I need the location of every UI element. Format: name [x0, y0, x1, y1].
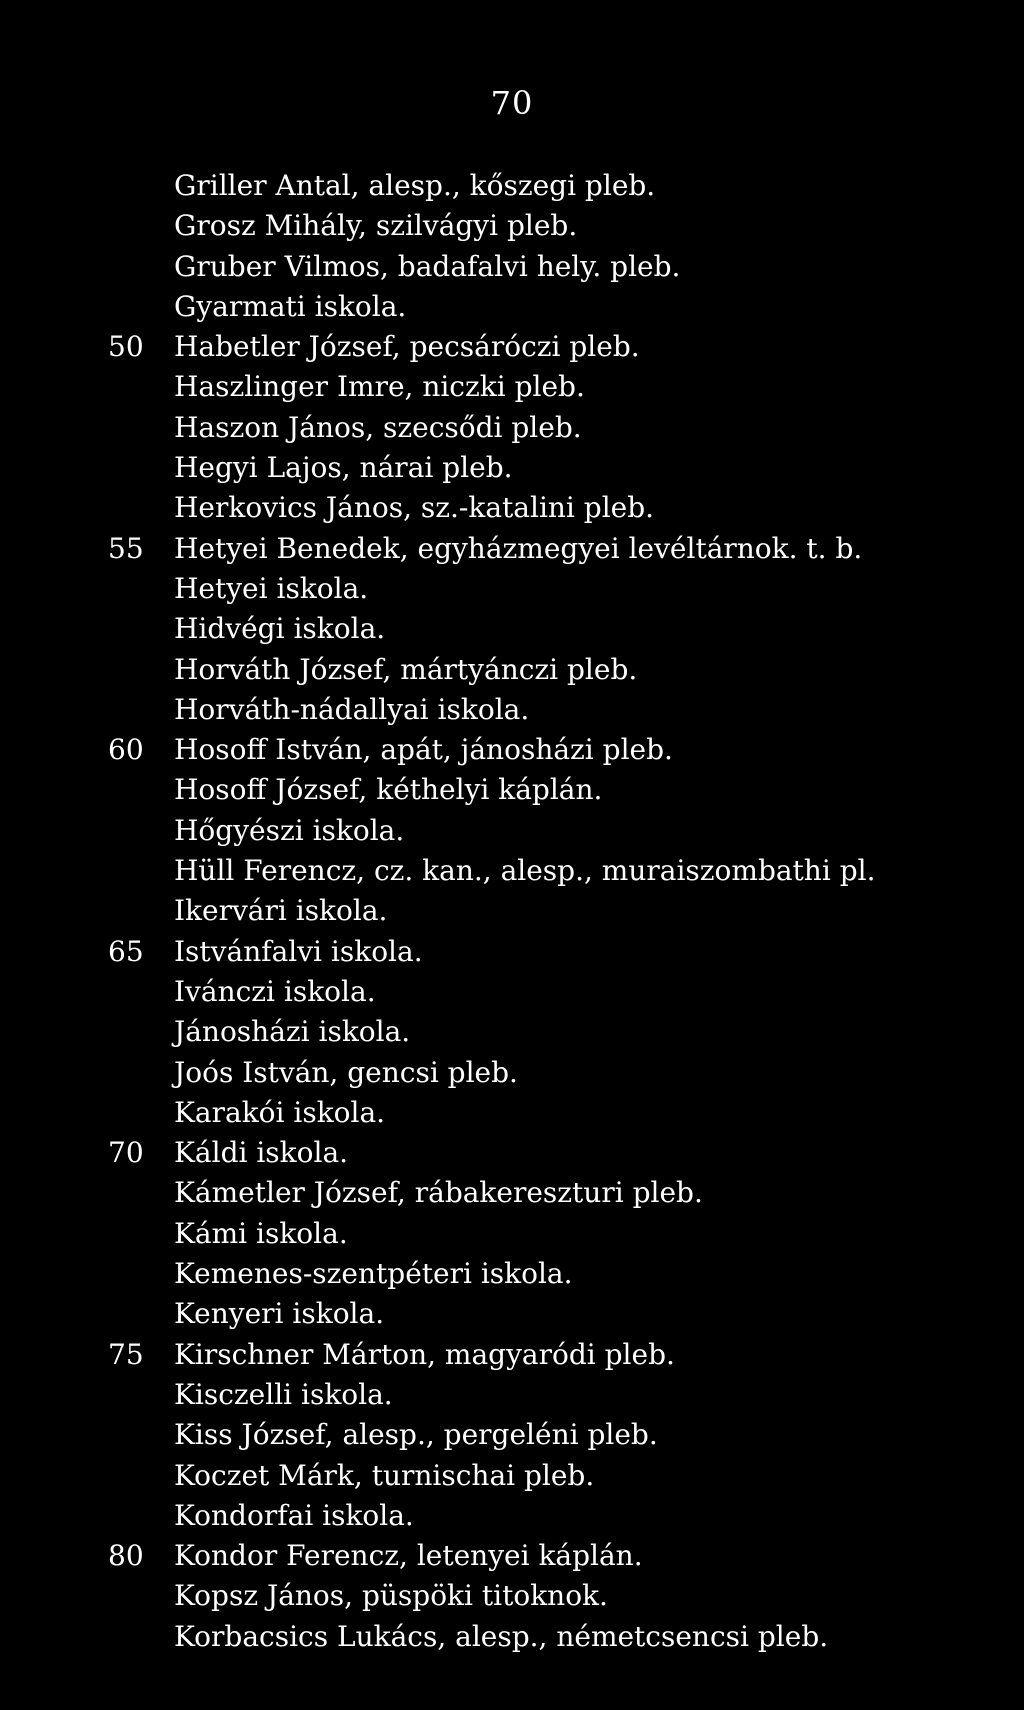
- entry-text: Koczet Márk, turnischai pleb.: [174, 1458, 595, 1492]
- list-item: [108, 770, 1008, 810]
- list-item: [108, 408, 1008, 448]
- entry-text: Istvánfalvi iskola.: [174, 934, 423, 968]
- entry-text: Kondorfai iskola.: [174, 1498, 414, 1532]
- list-item: [108, 609, 1008, 649]
- entry-text: Kenyeri iskola.: [174, 1297, 385, 1331]
- entry-text: Jánosházi iskola.: [174, 1015, 411, 1049]
- list-item: [108, 206, 1008, 246]
- list-item: [108, 851, 1008, 891]
- list-item: [108, 1536, 1008, 1576]
- list-item: [108, 932, 1008, 972]
- entry-text: Joós István, gencsi pleb.: [174, 1055, 518, 1089]
- entry-text: Káldi iskola.: [174, 1136, 349, 1170]
- entry-text: Gyarmati iskola.: [174, 289, 407, 323]
- entry-text: Hosoff István, apát, jánosházi pleb.: [174, 733, 673, 767]
- list-item: [108, 1496, 1008, 1536]
- entry-number: 80: [108, 1539, 144, 1573]
- entry-text: Hegyi Lajos, nárai pleb.: [174, 451, 513, 485]
- entry-text: Hetyei iskola.: [174, 571, 369, 605]
- entry-text: Herkovics János, sz.-katalini pleb.: [174, 491, 655, 525]
- entry-text: Grosz Mihály, szilvágyi pleb.: [174, 209, 578, 243]
- entry-text: Hőgyészi iskola.: [174, 813, 405, 847]
- list-item: [108, 690, 1008, 730]
- entry-text: Kisczelli iskola.: [174, 1377, 393, 1411]
- list-item: [108, 891, 1008, 931]
- list-item: [108, 1617, 1008, 1657]
- list-item: [108, 367, 1008, 407]
- entry-text: Kámi iskola.: [174, 1216, 348, 1250]
- entry-text: Kámetler József, rábakereszturi pleb.: [174, 1176, 703, 1210]
- list-item: [108, 529, 1008, 569]
- entry-text: Kemenes-szentpéteri iskola.: [174, 1257, 573, 1291]
- list-item: [108, 1335, 1008, 1375]
- entry-text: Kirschner Márton, magyaródi pleb.: [174, 1337, 675, 1371]
- entry-text: Gruber Vilmos, badafalvi hely. pleb.: [174, 249, 681, 283]
- entry-number: 55: [108, 531, 144, 565]
- entry-text: Hüll Ferencz, cz. kan., alesp., muraiszombathi pl.: [174, 854, 876, 888]
- list-item: [108, 1576, 1008, 1616]
- list-item: [108, 569, 1008, 609]
- entry-text: Hetyei Benedek, egyházmegyei levéltárnok. t. b.: [174, 531, 863, 565]
- list-item: [108, 287, 1008, 327]
- list-item: [108, 650, 1008, 690]
- entry-text: Hosoff József, kéthelyi káplán.: [174, 773, 603, 807]
- entry-text: Kiss József, alesp., pergeléni pleb.: [174, 1418, 658, 1452]
- entry-number: 75: [108, 1337, 144, 1371]
- entry-text: Haszon János, szecsődi pleb.: [174, 410, 582, 444]
- list-item: [108, 1415, 1008, 1455]
- list-item: [108, 811, 1008, 851]
- entry-text: Horváth József, mártyánczi pleb.: [174, 652, 638, 686]
- list-item: [108, 1012, 1008, 1052]
- entry-text: Ivánczi iskola.: [174, 974, 376, 1008]
- entry-number: 50: [108, 330, 144, 364]
- list-item: [108, 1214, 1008, 1254]
- entry-text: Ikervári iskola.: [174, 894, 388, 928]
- list-item: [108, 327, 1008, 367]
- entry-number: 65: [108, 934, 144, 968]
- entry-number: 60: [108, 733, 144, 767]
- entry-list: [108, 166, 1008, 1657]
- list-item: [108, 1133, 1008, 1173]
- list-item: [108, 488, 1008, 528]
- list-item: [108, 1053, 1008, 1093]
- entry-number: 70: [108, 1136, 144, 1170]
- entry-text: Griller Antal, alesp., kőszegi pleb.: [174, 169, 656, 202]
- list-item: [108, 247, 1008, 287]
- entry-text: Kondor Ferencz, letenyei káplán.: [174, 1539, 643, 1573]
- list-item: [108, 1093, 1008, 1133]
- list-item: [108, 972, 1008, 1012]
- entry-text: Karakói iskola.: [174, 1095, 386, 1129]
- list-item: [108, 1456, 1008, 1496]
- entry-text: Haszlinger Imre, niczki pleb.: [174, 370, 585, 404]
- entry-text: Korbacsics Lukács, alesp., németcsencsi pleb.: [174, 1619, 829, 1653]
- page-number: 70: [490, 84, 534, 122]
- entry-text: Horváth-nádallyai iskola.: [174, 692, 530, 726]
- entry-text: Hidvégi iskola.: [174, 612, 386, 646]
- list-item: [108, 166, 1008, 206]
- list-item: [108, 1254, 1008, 1294]
- list-item: [108, 730, 1008, 770]
- list-item: [108, 1294, 1008, 1334]
- entry-text: Habetler József, pecsáróczi pleb.: [174, 330, 640, 364]
- entry-text: Kopsz János, püspöki titoknok.: [174, 1579, 608, 1613]
- list-item: [108, 1173, 1008, 1213]
- list-item: [108, 448, 1008, 488]
- list-item: [108, 1375, 1008, 1415]
